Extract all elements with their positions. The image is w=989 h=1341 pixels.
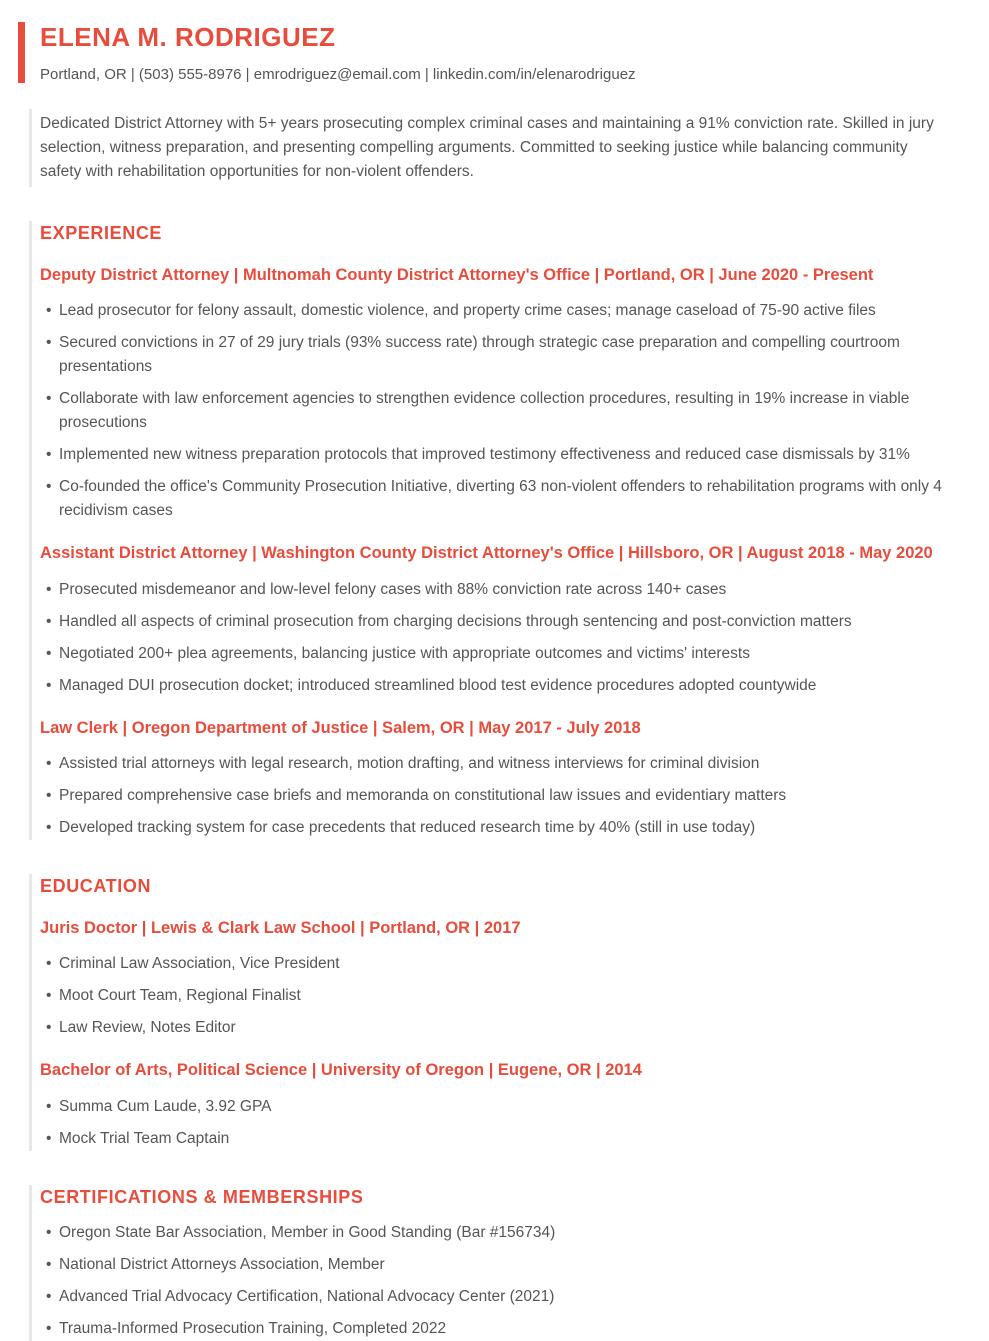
entry-bullets (40, 752, 949, 840)
entry-bullets (40, 1221, 949, 1341)
bullet-item: • Advanced Trial Advocacy Certification, National Advocacy Center (2021) (40, 1285, 949, 1309)
entry-bullets (40, 299, 949, 523)
entry-bullets (40, 1095, 949, 1151)
bullet-item: • Collaborate with law enforcement agencies to strengthen evidence collection procedures, resulting in 19% increase in viable prosecutions (40, 387, 949, 435)
bullet-item: • Law Review, Notes Editor (40, 1016, 949, 1040)
bullet-item: • Lead prosecutor for felony assault, domestic violence, and property crime cases; manage caseload of 75-90 active files (40, 299, 949, 323)
bullet-item: • Prepared comprehensive case briefs and memoranda on constitutional law issues and evidentiary matters (40, 784, 949, 808)
bullet-item: • Assisted trial attorneys with legal research, motion drafting, and witness interviews for criminal division (40, 752, 949, 776)
bullet-item: • National District Attorneys Association, Member (40, 1253, 949, 1277)
summary-section (29, 109, 949, 187)
candidate-name: ELENA M. RODRIGUEZ (40, 22, 336, 52)
bullet-item: • Implemented new witness preparation protocols that improved testimony effectiveness and reduced case dismissals by 31% (40, 443, 949, 467)
bullet-item: • Trauma-Informed Prosecution Training, Completed 2022 (40, 1317, 949, 1341)
bullet-item: • Handled all aspects of criminal prosecution from charging decisions through sentencing and post-conviction matters (40, 610, 949, 634)
bullet-item: • Developed tracking system for case precedents that reduced research time by 40% (still in use today) (40, 816, 949, 840)
section-title: EXPERIENCE (40, 223, 163, 244)
bullet-item: • Moot Court Team, Regional Finalist (40, 984, 949, 1008)
entry-heading: Assistant District Attorney | Washington County District Attorney's Office | Hillsboro, OR | August 2018 - May 2020 (40, 544, 933, 563)
section-experience (29, 221, 949, 840)
section-education (29, 874, 949, 1150)
bullet-item: • Summa Cum Laude, 3.92 GPA (40, 1095, 949, 1119)
entry-heading: Bachelor of Arts, Political Science | University of Oregon | Eugene, OR | 2014 (40, 1061, 642, 1080)
bullet-item: • Secured convictions in 27 of 29 jury trials (93% success rate) through strategic case preparation and compelling courtroom presentations (40, 331, 949, 379)
bullet-item: • Criminal Law Association, Vice President (40, 952, 949, 976)
section-title: CERTIFICATIONS & MEMBERSHIPS (40, 1186, 364, 1207)
section-title: EDUCATION (40, 876, 152, 897)
resume-header (18, 22, 949, 83)
bullet-item: • Co-founded the office's Community Prosecution Initiative, diverting 63 non-violent offenders to rehabilitation programs with only 4 recidivism cases (40, 475, 949, 523)
contact-info: Portland, OR | (503) 555-8976 | emrodriguez@email.com | linkedin.com/in/elenarodriguez (40, 66, 636, 84)
entry-bullets (40, 952, 949, 1040)
bullet-item: • Negotiated 200+ plea agreements, balancing justice with appropriate outcomes and victims' interests (40, 642, 949, 666)
bullet-item: • Managed DUI prosecution docket; introduced streamlined blood test evidence procedures adopted countywide (40, 674, 949, 698)
entry-heading: Deputy District Attorney | Multnomah County District Attorney's Office | Portland, OR | June 2020 - Present (40, 265, 874, 284)
summary-text: Dedicated District Attorney with 5+ years prosecuting complex criminal cases and maintaining a 91% conviction rate. Skilled in jury selection, witness preparation, and presenting compelling arguments. Committed to seeking justice while balancing community safety with rehabilitation opportunities for non-violent offenders. (40, 115, 934, 181)
bullet-item: • Oregon State Bar Association, Member in Good Standing (Bar #156734) (40, 1221, 949, 1245)
section-certifications-memberships (29, 1185, 949, 1341)
entry-bullets (40, 578, 949, 698)
entry-heading: Juris Doctor | Lewis & Clark Law School | Portland, OR | 2017 (40, 918, 521, 937)
resume-sections (18, 221, 949, 1341)
entry-heading: Law Clerk | Oregon Department of Justice | Salem, OR | May 2017 - July 2018 (40, 718, 641, 737)
bullet-item: • Mock Trial Team Captain (40, 1127, 949, 1151)
bullet-item: • Prosecuted misdemeanor and low-level felony cases with 88% conviction rate across 140+ cases (40, 578, 949, 602)
